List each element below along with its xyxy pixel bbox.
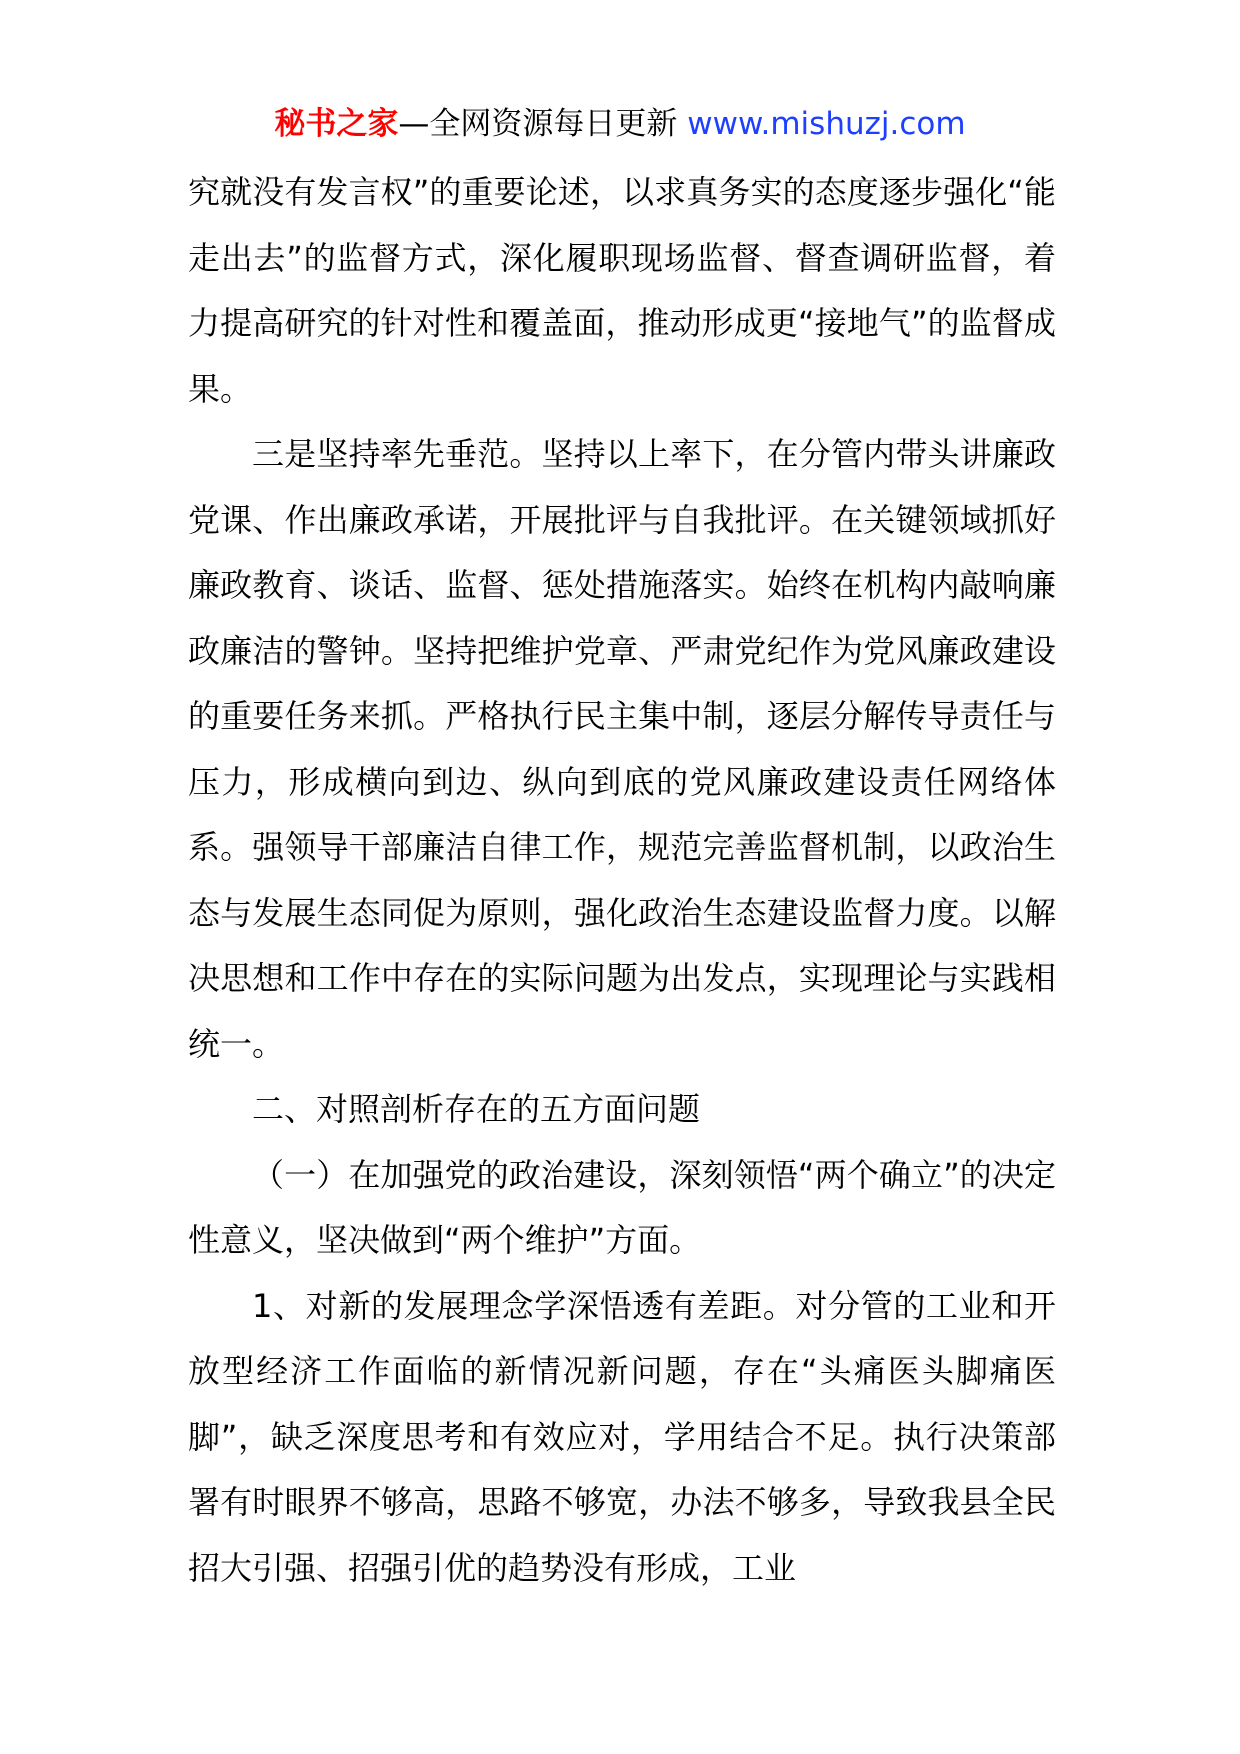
header-url-link[interactable]: www.mishuzj.com <box>687 106 966 142</box>
subsection-heading: （一）在加强党的政治建设，深刻领悟“两个确立”的决定性意义，坚决做到“两个维护”方面。 <box>188 1155 1056 1259</box>
paragraph: 三是坚持率先垂范。坚持以上率下，在分管内带头讲廉政党课、作出廉政承诺，开展批评与自我批评。在关键领域抓好廉政教育、谈话、监督、惩处措施落实。始终在机构内敲响廉政廉洁的警钟。坚持把维护党章、严肃党纪作为党风廉政建设的重要任务来抓。严格执行民主集中制，逐层分解传导责任与压力，形成横向到边、纵向到底的党风廉政建设责任网络体系。强领导干部廉洁自律工作，规范完善监督机制，以政治生态与发展生态同促为原则，强化政治生态建设监督力度。以解决思想和工作中存在的实际问题为出发点，实现理论与实践相统一。 <box>188 435 1056 1063</box>
section-heading: 二、对照剖析存在的五方面问题 <box>252 1090 701 1128</box>
paragraph-continuation: 究就没有发言权”的重要论述，以求真务实的态度逐步强化“能走出去”的监督方式，深化履职现场监督、督查调研监督，着力提高研究的针对性和覆盖面，推动形成更“接地气”的监督成果。 <box>188 173 1056 408</box>
page-header <box>0 100 1240 148</box>
header-brand: 秘书之家 <box>274 106 399 142</box>
header-tagline: —全网资源每日更新 <box>398 106 688 142</box>
document-body <box>188 160 1056 1601</box>
paragraph: 1、对新的发展理念学深悟透有差距。对分管的工业和开放型经济工作面临的新情况新问题，存在“头痛医头脚痛医脚”，缺乏深度思考和有效应对，学用结合不足。执行决策部署有时眼界不够高，思路不够宽，办法不够多，导致我县全民招大引强、招强引优的趋势没有形成，工业 <box>188 1286 1056 1587</box>
